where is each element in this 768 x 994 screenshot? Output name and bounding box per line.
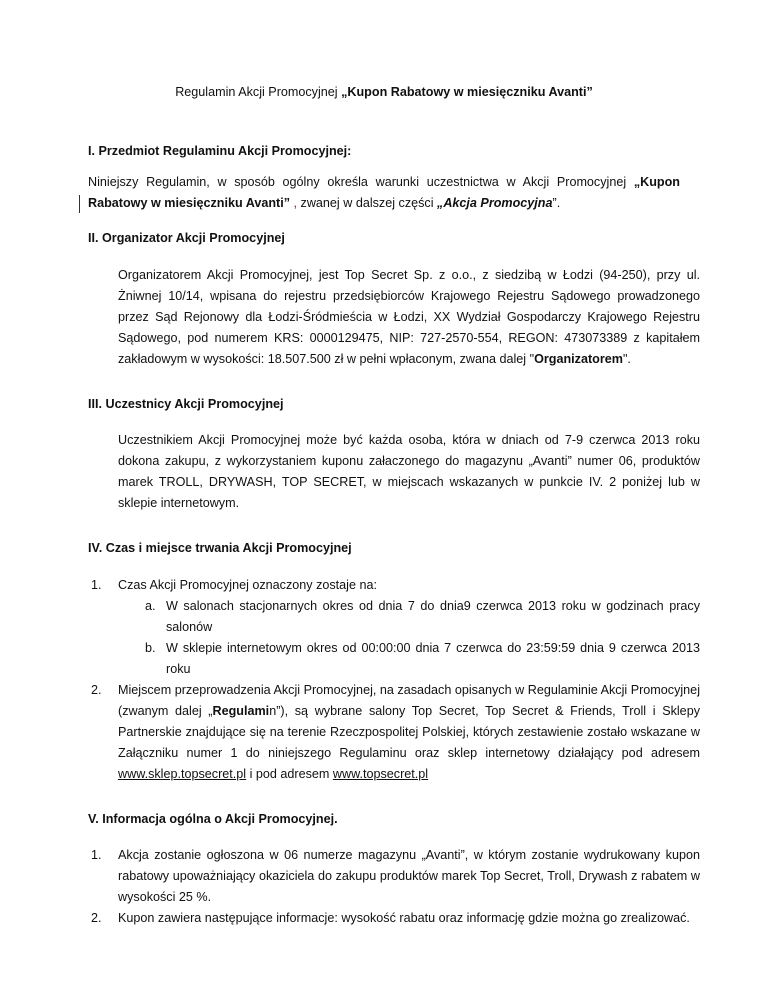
- s2-end: ".: [622, 352, 631, 366]
- title-promo-name: „Kupon Rabatowy w miesięczniku Avanti”: [341, 85, 593, 99]
- section-4-heading: IV. Czas i miejsce trwania Akcji Promocyjnej: [88, 541, 352, 555]
- s4-regulamin-term: Regulami: [212, 704, 270, 718]
- s4-item-2-text-a: Miejscem przeprowadzenia Akcji Promocyjnej, na zasadach opisanych w Regulaminie Akcji Promocyjnej (zwanym dalej „: [118, 683, 700, 718]
- s1-text-a: Niniejszy Regulamin, w sposób ogólny określa warunki uczestnictwa w Akcji Promocyjnej: [88, 175, 634, 189]
- s4-item-2: [118, 680, 700, 785]
- s4-item-1-number: 1.: [91, 578, 102, 592]
- website-link[interactable]: www.topsecret.pl: [332, 767, 429, 781]
- s5-item-1-number: 1.: [91, 848, 102, 862]
- s1-defined-term: „Akcja Promocyjna: [437, 196, 553, 210]
- s1-text-e: zwanej w dalszej części: [297, 196, 438, 210]
- s1-promo-name: „Kupon Rabatowy w miesięczniku Avanti”: [88, 175, 680, 210]
- section-1-paragraph: [88, 172, 680, 214]
- s4-sub-b-number: b.: [145, 641, 156, 655]
- s2-organizer-term: Organizatorem: [534, 352, 623, 366]
- section-3-heading: III. Uczestnicy Akcji Promocyjnej: [88, 397, 284, 411]
- section-1-heading: I. Przedmiot Regulaminu Akcji Promocyjnej:: [88, 144, 352, 158]
- s4-item-2-number: 2.: [91, 683, 102, 697]
- s4-item-2-text-c: i pod adresem: [246, 767, 333, 781]
- document-title: [0, 82, 768, 103]
- section-5-heading: V. Informacja ogólna o Akcji Promocyjnej.: [88, 812, 338, 826]
- s5-item-2-number: 2.: [91, 911, 102, 925]
- section-2-paragraph: [118, 265, 700, 370]
- s1-comma-mark: ,: [293, 196, 298, 210]
- s4-item-1: Czas Akcji Promocyjnej oznaczony zostaje na:: [118, 578, 377, 592]
- s4-sub-b: W sklepie internetowym okres od 00:00:00 dnia 7 czerwca do 23:59:59 dnia 9 czerwca 2013 roku: [166, 641, 700, 676]
- shop-link[interactable]: www.sklep.topsecret.pl: [118, 767, 247, 781]
- section-3-paragraph: Uczestnikiem Akcji Promocyjnej może być każda osoba, która w dniach od 7-9 czerwca 2013 roku dokona zakupu, z wykorzystaniem kuponu załaczonego do magazynu „Avanti” numer 06, produktów marek TROLL, DRYWASH, TOP SECRET, w miejscach wskazanych w punkcie IV. 2 poniżej lub w sklepie internetowym.: [118, 433, 700, 510]
- s5-item-1: Akcja zostanie ogłoszona w 06 numerze magazynu „Avanti”, w którym zostanie wydrukowany kupon rabatowy upoważniający okaziciela do zakupu produktów marek Top Secret, Troll, Drywash z rabatem w wysokości 25 %.: [118, 848, 700, 904]
- s4-sub-a: W salonach stacjonarnych okres od dnia 7 do dnia9 czerwca 2013 roku w godzinach pracy salonów: [166, 599, 700, 634]
- section-2-heading: [88, 228, 285, 249]
- s4-item-2-text-b: n”), są wybrane salony Top Secret, Top Secret & Friends, Troll i Sklepy Partnerskie znajdujące się na terenie Rzeczpospolitej Polskiej, których zestawienie zostało wskazane w Załączniku numer 1 do niniejszego Regulaminu oraz sklep internetowy działający pod adresem: [118, 704, 700, 760]
- s1-text-g: ”.: [552, 196, 561, 210]
- title-text: Regulamin Akcji Promocyjnej: [175, 85, 342, 99]
- s2-text: Organizatorem Akcji Promocyjnej, jest Top Secret Sp. z o.o., z siedzibą w Łodzi (94-250), przy ul. Żniwnej 10/14, wpisana do rejestru przedsiębiorców Krajowego Rejestru Sądowego prowadzonego przez Sąd Rejonowy dla Łodzi-Śródmieścia w Łodzi, XX Wydział Gospodarczy Krajowego Rejestru Sądowego, pod numerem KRS: 0000129475, NIP: 727-2570-554, REGON: 473073389 z kapitałem zakładowym w wysokości: 18.507.500 zł w pełni wpłaconym, zwana dalej ": [118, 268, 700, 366]
- s2-heading-num: II: [88, 231, 95, 245]
- s4-sub-a-number: a.: [145, 599, 156, 613]
- text-cursor-marker: [79, 195, 80, 213]
- s5-item-2: Kupon zawiera następujące informacje: wysokość rabatu oraz informację gdzie można go zrealizować.: [118, 911, 690, 925]
- s2-heading-text: . Organizator Akcji Promocyjnej: [95, 231, 285, 245]
